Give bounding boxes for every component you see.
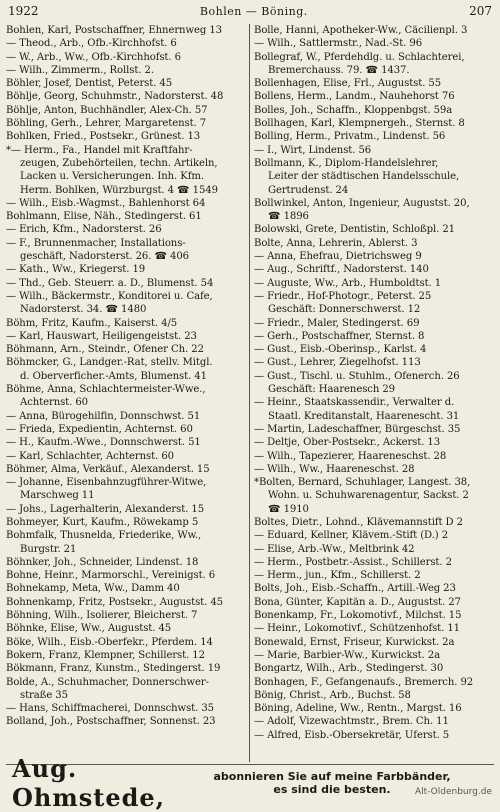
directory-entry-continuation: Achternst. 60 — [20, 397, 88, 409]
directory-entry-continuation: Wohn. u. Schuhwarenagentur, Sackst. 2 — [268, 490, 469, 502]
directory-entry: — Gerh., Postschaffner, Sternst. 8 — [254, 330, 425, 342]
directory-entry: Bolte, Anna, Lehrerin, Ablerst. 3 — [254, 237, 418, 249]
directory-entry: *— Herm., Fa., Handel mit Kraftfahr- — [6, 144, 193, 156]
directory-entry: Bolland, Joh., Postschaffner, Sonnenst. 23 — [6, 716, 216, 728]
directory-entry: — Theod., Arb., Ofb.-Kirchhofst. 6 — [6, 38, 177, 50]
directory-entry: — Aug., Schriftf., Nadorsterst. 140 — [254, 264, 429, 276]
directory-entry: — Friedr., Hof-Photogr., Peterst. 25 — [254, 290, 432, 302]
directory-entry: — Gust., Tischl. u. Stuhlm., Ofenerch. 26 — [254, 370, 460, 382]
directory-entry: Bolling, Herm., Privatm., Lindenst. 56 — [254, 131, 446, 143]
directory-entry: — Wilh., Eisb.-Wagmst., Bahlenhorst 64 — [6, 197, 206, 209]
directory-entry: — Wilh., Ww., Haareneschst. 28 — [254, 463, 415, 475]
directory-entry: — Kath., Ww., Kriegerst. 19 — [6, 264, 146, 276]
directory-entry: Bollens, Herm., Landm., Nauhehorst 76 — [254, 91, 455, 103]
directory-entry: Böhmer, Alma, Verkäuf., Alexanderst. 15 — [6, 463, 210, 475]
directory-entry: Bohlen, Karl, Postschaffner, Ehnernweg 13 — [6, 25, 222, 36]
directory-entry: Böhme, Anna, Schlachtermeister-Wwe., — [6, 384, 206, 396]
directory-entry: — Heinr., Staatskassendir., Verwalter d. — [254, 397, 455, 409]
directory-entry-continuation: ☎ 1896 — [268, 211, 309, 223]
directory-entry: Bokern, Franz, Klempner, Schillerst. 12 — [6, 649, 205, 661]
directory-entry: — Heinr., Lokomotivf., Schützenhofst. 11 — [254, 623, 460, 635]
directory-entry: Bongartz, Wilh., Arb., Stedingerst. 30 — [254, 663, 444, 675]
directory-entry-continuation: Gertrudenst. 24 — [268, 184, 349, 196]
directory-entry: Bolts, Joh., Eisb.-Schaffn., Artill.-Weg 23 — [254, 583, 456, 595]
directory-entry-continuation: Leiter der städtischen Handelsschule, — [268, 171, 460, 183]
directory-entry: Bohlmann, Elise, Näh., Stedingerst. 61 — [6, 211, 202, 223]
page-number-right: 207 — [469, 4, 492, 18]
directory-entry: — Johanne, Eisenbahnzugführer-Witwe, — [6, 477, 207, 489]
directory-entry: — Alfred, Eisb.-Obersekretär, Uferst. 5 — [254, 729, 450, 741]
directory-entry: Bolle, Hanni, Apotheker-Ww., Cäcilienpl. 3 — [254, 25, 468, 36]
directory-entry-continuation: Staatl. Kreditanstalt, Haarenescht. 31 — [268, 410, 460, 422]
directory-entry: — Frieda, Expedientin, Achternst. 60 — [6, 423, 193, 435]
directory-entry: Bonewald, Ernst, Friseur, Kurwickst. 2a — [254, 636, 455, 648]
directory-entry: — Karl, Schlachter, Achternst. 60 — [6, 450, 174, 462]
directory-entry-continuation: Nadorsterst. 34. ☎ 1480 — [20, 304, 147, 316]
directory-entry: Bollmann, K., Diplom-Handelslehrer, — [254, 157, 439, 169]
directory-entry: — Herm., Postbetr.-Assist., Schillerst. 2 — [254, 556, 452, 568]
directory-entry: — Adolf, Vizewachtmstr., Brem. Ch. 11 — [254, 716, 449, 728]
directory-entry: *Bolten, Bernard, Schuhlager, Langest. 38, — [254, 477, 471, 489]
directory-entry-continuation: Geschäft: Haarenesch 29 — [268, 384, 395, 396]
directory-entry: Bönig, Christ., Arb., Buchst. 58 — [254, 689, 411, 701]
directory-entry: — Martin, Ladeschaffner, Bürgeschst. 35 — [254, 423, 461, 435]
directory-entry: Bollhagen, Karl, Klempnergeh., Sternst. 8 — [254, 118, 465, 130]
directory-entry: — Gust., Lehrer, Ziegelhofst. 113 — [254, 357, 421, 369]
directory-entry: — Herm., jun., Kfm., Schillerst. 2 — [254, 570, 421, 582]
directory-entry: Bolowski, Grete, Dentistin, Schloßpl. 21 — [254, 224, 455, 236]
directory-entry: — H., Kaufm.-Wwe., Donnschwerst. 51 — [6, 437, 201, 449]
directory-entry: Bona, Günter, Kapitän a. D., Augustst. 27 — [254, 596, 461, 608]
directory-entry: Bollwinkel, Anton, Ingenieur, Augustst. 20, — [254, 197, 470, 209]
directory-entry: Bolde, A., Schuhmacher, Donnerschwer- — [6, 676, 209, 688]
directory-entry-continuation: straße 35 — [20, 689, 68, 701]
directory-entry: Böhlje, Anton, Buchhändler, Alex-Ch. 57 — [6, 104, 208, 116]
directory-entry: — Wilh., Sattlermstr., Nad.-St. 96 — [254, 38, 423, 50]
directory-entry: Bohlken, Fried., Postsekr., Grünest. 13 — [6, 131, 201, 143]
columns — [6, 24, 494, 762]
directory-entry: Bolles, Joh., Schaffn., Kloppenbgst. 59a — [254, 104, 453, 116]
page-number-left: 1922 — [8, 4, 39, 18]
directory-entry-continuation: Geschäft: Donnerschwerst. 12 — [268, 304, 421, 316]
directory-entry: Böhnker, Joh., Schneider, Lindenst. 18 — [6, 556, 199, 568]
directory-entry: — Marie, Barbier-Ww., Kurwickst. 2a — [254, 649, 441, 661]
directory-entry: — Karl, Hauswart, Heiligengeistst. 23 — [6, 330, 197, 342]
directory-entry-continuation: Marschweg 11 — [20, 490, 95, 502]
directory-entry: — Hans, Schiffmacherei, Donnschwst. 35 — [6, 703, 214, 715]
directory-entry-continuation: d. Oberverficher.-Amts, Blumenst. 41 — [20, 370, 207, 382]
directory-entry-continuation: zeugen, Zubehörteilen, techn. Artikeln, — [20, 157, 218, 169]
directory-entry: — Wilh., Bäckermstr., Konditorei u. Cafe, — [6, 290, 213, 302]
directory-entry: — Thd., Geb. Steuerr. a. D., Blumenst. 54 — [6, 277, 214, 289]
directory-entry: Böhning, Wilh., Isolierer, Bleicherst. 7 — [6, 610, 198, 622]
directory-entry: Bohnenkamp, Fritz, Postsekr., Augustst. 45 — [6, 596, 223, 608]
directory-entry: — Friedr., Maler, Stedingerst. 69 — [254, 317, 420, 329]
directory-entry: Bohnekamp, Meta, Ww., Damm 40 — [6, 583, 180, 595]
directory-entry-continuation: Herm. Bohlken, Würzburgst. 4 ☎ 1549 — [20, 184, 218, 196]
directory-entry: — I., Wirt, Lindenst. 56 — [254, 144, 372, 156]
left-column — [6, 24, 250, 762]
directory-entry: Bonenkamp, Fr., Lokomotivf., Milchst. 15 — [254, 610, 462, 622]
directory-entry: Bökmann, Franz, Kunstm., Stedingerst. 19 — [6, 663, 221, 675]
directory-entry: — Erich, Kfm., Nadorsterst. 26 — [6, 224, 162, 236]
watermark: Alt-Oldenburg.de — [414, 787, 492, 797]
directory-entry: Bollenhagen, Elise, Frl., Augustst. 55 — [254, 78, 442, 90]
directory-entry-continuation: Bremerchauss. 79. ☎ 1437. — [268, 64, 410, 76]
directory-entry: Bohmeyer, Kurt, Kaufm., Röwekamp 5 — [6, 516, 199, 528]
directory-entry: — Anna, Ehefrau, Dietrichsweg 9 — [254, 251, 422, 263]
directory-entry-continuation: Lacken u. Versicherungen. Inh. Kfm. — [20, 171, 204, 183]
directory-entry: Boltes, Dietr., Lohnd., Klävemannstift D 2 — [254, 516, 463, 528]
directory-entry: Böhling, Gerh., Lehrer, Margaretenst. 7 — [6, 118, 207, 130]
page-title: Bohlen — Böning. — [199, 5, 308, 18]
directory-entry: — Eduard, Kellner, Klävem.-Stift (D.) 2 — [254, 530, 449, 542]
directory-entry: Böning, Adeline, Ww., Rentn., Margst. 16 — [254, 703, 462, 715]
right-column — [250, 24, 494, 762]
directory-entry: — W., Arb., Ww., Ofb.-Kirchhofst. 6 — [6, 51, 181, 63]
directory-entry: Böhmcker, G., Landger.-Rat, stellv. Mitgl. — [6, 357, 213, 369]
page-header — [6, 4, 494, 22]
directory-entry: Böke, Wilh., Eisb.-Oberfekr., Pferdem. 14 — [6, 636, 213, 648]
directory-entry: — F., Brunnenmacher, Installations- — [6, 237, 186, 249]
directory-entry: Bollegraf, W., Pferdehdlg. u. Schlachterei, — [254, 51, 465, 63]
directory-entry: — Wilh., Tapezierer, Haareneschst. 28 — [254, 450, 447, 462]
directory-entry: Bonhagen, F., Gefangenaufs., Bremerch. 92 — [254, 676, 474, 688]
directory-entry: — Gust., Eisb.-Oberinsp., Karlst. 4 — [254, 344, 427, 356]
directory-entry: — Johs., Lagerhalterin, Alexanderst. 15 — [6, 503, 205, 515]
directory-entry: — Anna, Bürogehilfin, Donnschwst. 51 — [6, 410, 201, 422]
directory-entry-continuation: geschäft, Nadorsterst. 26. ☎ 406 — [20, 251, 190, 263]
directory-entry: Böhnke, Elise, Ww., Augustst. 45 — [6, 623, 172, 635]
directory-entry: Bohne, Heinr., Marmorschl., Vereinigst. 6 — [6, 570, 216, 582]
directory-entry: Böhm, Fritz, Kaufm., Kaiserst. 4/5 — [6, 317, 178, 329]
directory-entry: — Wilh., Zimmerm., Rollst. 2. — [6, 64, 154, 76]
advert-slogan-line2: es sind die besten. — [273, 783, 391, 796]
advert-brand: Aug. Ohmstede, — [12, 754, 166, 812]
directory-entry-continuation: Burgstr. 21 — [20, 543, 77, 555]
directory-entry: Böhmann, Arn., Steindr., Ofener Ch. 22 — [6, 344, 204, 356]
directory-entry: Bohmfalk, Thusnelda, Friederike, Ww., — [6, 530, 202, 542]
advert-slogan-line1: abonnieren Sie auf meine Farbbänder, — [213, 770, 451, 783]
directory-entry-continuation: ☎ 1910 — [268, 503, 309, 515]
directory-entry: — Deltje, Ober-Postsekr., Ackerst. 13 — [254, 437, 441, 449]
directory-entry: — Elise, Arb.-Ww., Meltbrink 42 — [254, 543, 415, 555]
directory-entry: — Auguste, Ww., Arb., Humboldtst. 1 — [254, 277, 442, 289]
directory-entry: Böhlje, Georg, Schuhmstr., Nadorsterst. 48 — [6, 91, 224, 103]
directory-entry: Böhler, Josef, Dentist, Peterst. 45 — [6, 78, 173, 90]
